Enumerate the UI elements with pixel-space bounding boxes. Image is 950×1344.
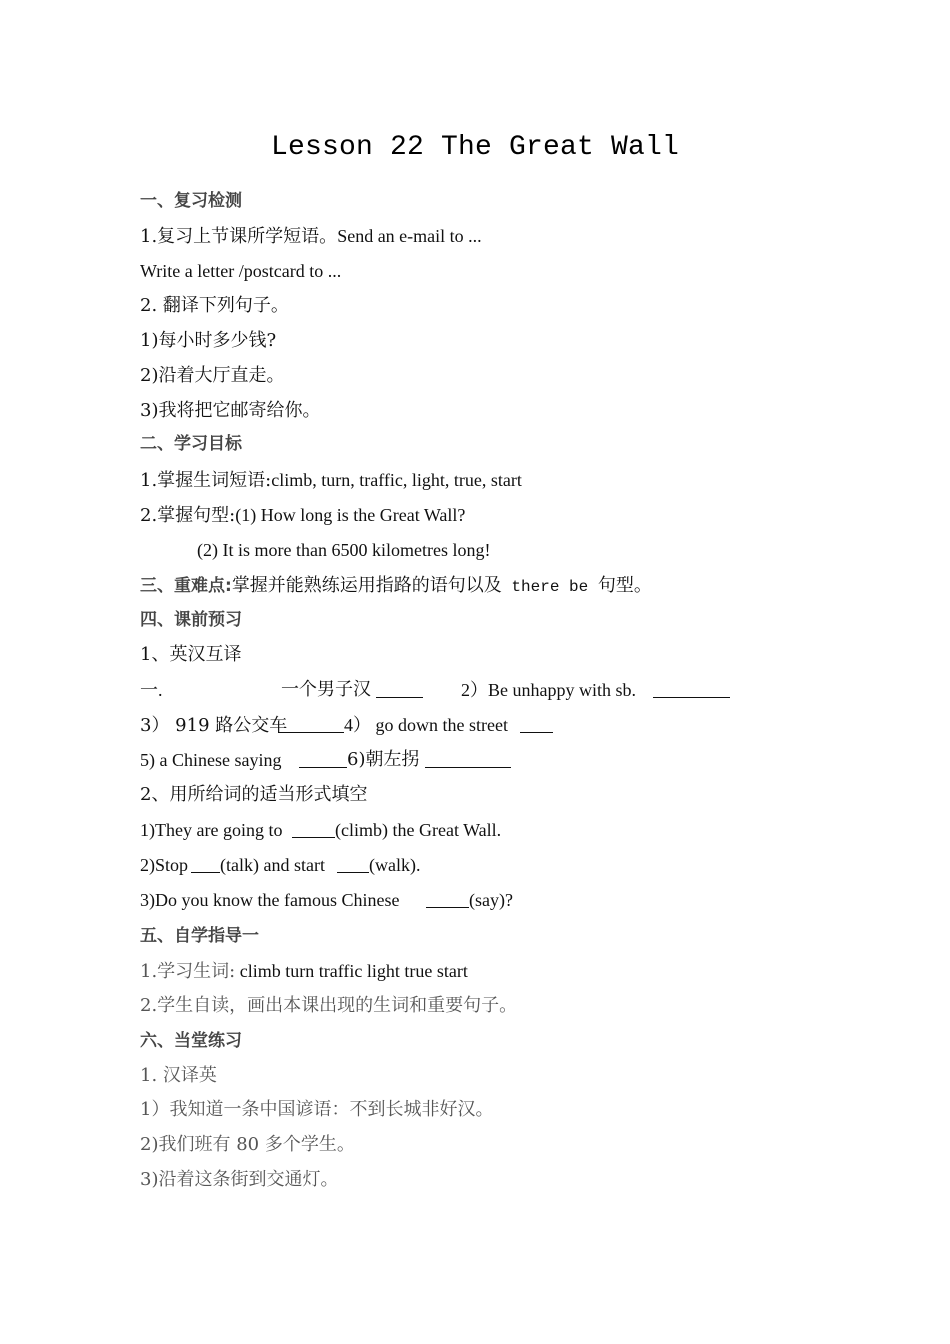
translate-item-1: 一个男子汉 [281,679,371,700]
practice-line-2: 1）我知道一条中国谚语：不到长城非好汉。 [140,1099,494,1120]
practice-line-1: 1. 汉译英 [140,1065,217,1086]
fill-question-1-b: (climb) the Great Wall. [335,820,502,840]
key-points-text-a: 掌握并能熟练运用指路的语句以及 [231,575,502,596]
answer-blank[interactable] [278,716,344,733]
answer-blank[interactable] [426,891,469,908]
answer-blank[interactable] [337,856,369,873]
review-line-1-en: Send an e-mail to ... [337,226,482,246]
fill-question-1-a: 1)They are going to [140,820,283,840]
translate-row-2 [140,714,760,737]
translate-row-3 [140,749,760,771]
self-study-line-1-en: climb turn traffic light true start [239,961,468,981]
fill-question-3 [140,889,760,911]
translate-item-4: 4） go down the street [344,715,508,735]
goals-line-3: (2) It is more than 6500 kilometres long! [197,540,491,560]
translate-item-6: 6)朝左拐 [347,749,420,770]
answer-blank[interactable] [299,751,347,768]
translate-row-1 [140,679,760,701]
fill-question-2-a: 2)Stop [140,855,189,875]
review-line-1-zh: 1.复习上节课所学短语。 [140,226,338,247]
fill-question-1 [140,819,760,841]
section-heading-practice: 六、当堂练习 [140,1031,242,1051]
section-heading-review: 一、复习检测 [140,191,242,211]
review-line-2: Write a letter /postcard to ... [140,261,342,281]
self-study-line-1-zh: 1.学习生词: [140,961,236,982]
self-study-line-2: 2.学生自读，画出本课出现的生词和重要句子。 [140,995,518,1016]
answer-blank[interactable] [653,681,730,698]
goals-line-2-zh: 2.掌握句型: [140,505,236,526]
answer-blank[interactable] [191,856,220,873]
section-heading-key-points: 三、重难点: [140,576,232,596]
goals-line-1 [140,469,522,492]
key-points-there-be: there be [501,578,598,596]
key-points-line [140,574,652,598]
page-title: Lesson 22 The Great Wall [270,132,680,163]
goals-line-1-zh: 1.掌握生词短语: [140,470,272,491]
review-line-5: 2)沿着大厅直走。 [140,365,285,386]
practice-line-3: 2)我们班有 80 多个学生。 [140,1134,355,1155]
translate-item-5: 5) a Chinese saying [140,750,282,770]
practice-line-4: 3)沿着这条街到交通灯。 [140,1169,339,1190]
review-line-1 [140,225,482,248]
fill-question-2 [140,854,760,876]
key-points-text-b: 句型。 [597,575,652,596]
fill-question-2-c: (walk). [369,855,421,875]
answer-blank[interactable] [520,716,553,733]
fill-question-3-a: 3)Do you know the famous Chinese [140,890,400,910]
review-line-4: 1)每小时多少钱? [140,330,277,351]
translate-item-2: 2）Be unhappy with sb. [461,680,636,700]
translate-item-3: 3） 919 路公交车 [140,715,288,736]
goals-line-2-en: (1) How long is the Great Wall? [235,505,466,525]
review-line-6: 3)我将把它邮寄给你。 [140,400,321,421]
self-study-line-1 [140,960,468,983]
goals-line-1-en: climb, turn, traffic, light, true, start [271,470,522,490]
translate-row-1-lead: 一. [140,680,163,700]
answer-blank[interactable] [376,681,423,698]
answer-blank[interactable] [425,751,511,768]
preview-sub-2: 2、用所给词的适当形式填空 [140,784,368,805]
goals-line-2 [140,504,465,527]
preview-sub-1: 1、英汉互译 [140,644,242,665]
section-heading-goals: 二、学习目标 [140,434,242,454]
review-line-3: 2. 翻译下列句子。 [140,295,289,316]
fill-question-2-b: (talk) and start [220,855,325,875]
section-heading-preview: 四、课前预习 [140,610,242,630]
section-heading-self-study: 五、自学指导一 [140,926,259,946]
fill-question-3-b: (say)? [469,890,513,910]
answer-blank[interactable] [292,821,335,838]
